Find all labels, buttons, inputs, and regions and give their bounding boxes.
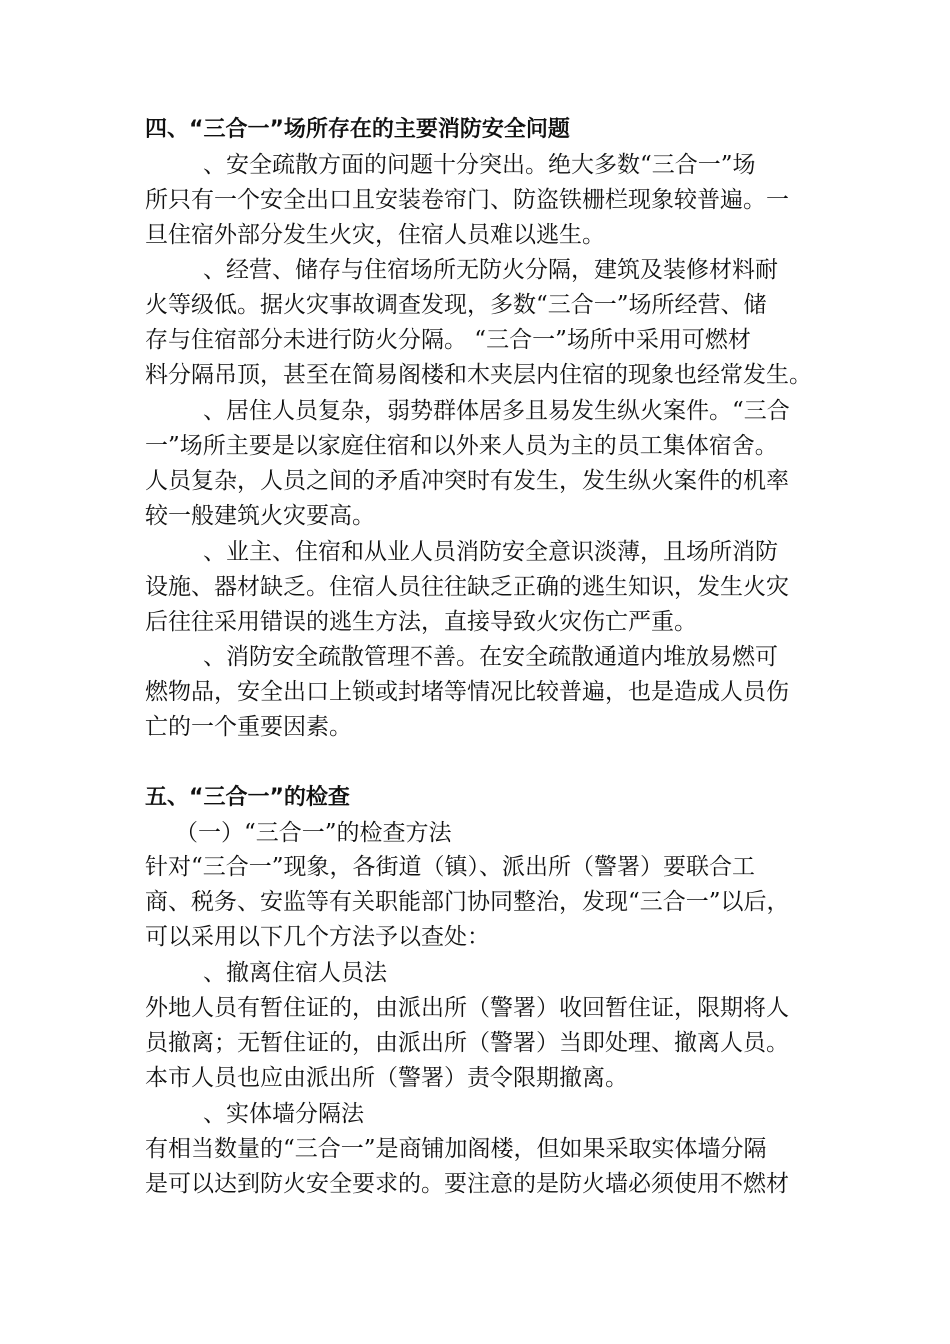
s5-method2-line2: 是可以达到防火安全要求的。要注意的是防火墙必须使用不燃材 bbox=[145, 1171, 789, 1197]
section4-heading: 四、“三合一”场所存在的主要消防安全问题 bbox=[145, 117, 570, 142]
s5-method1-line1: 外地人员有暂住证的，由派出所（警署）收回暂住证，限期将人 bbox=[145, 995, 789, 1021]
s5-method1-line3: 本市人员也应由派出所（警署）责令限期撤离。 bbox=[145, 1065, 628, 1091]
s4-p2-line3: 存与住宿部分未进行防火分隔。 “三合一”场所中采用可燃材 bbox=[145, 327, 751, 353]
s4-p2-line1: 、经营、储存与住宿场所无防火分隔，建筑及装修材料耐 bbox=[203, 257, 778, 283]
s4-p3-line3: 人员复杂，人员之间的矛盾冲突时有发生，发生纵火案件的机率 bbox=[145, 468, 789, 494]
s4-p5-line3: 亡的一个重要因素。 bbox=[145, 714, 352, 740]
s4-p2-line4: 料分隔吊顶，甚至在简易阁楼和木夹层内住宿的现象也经常发生。 bbox=[145, 362, 812, 388]
s5-intro-line1: 针对“三合一”现象，各街道（镇）、派出所（警署）要联合工 bbox=[145, 854, 756, 880]
s5-method2-title: 、实体墙分隔法 bbox=[203, 1101, 364, 1127]
s4-p4-line1: 、业主、住宿和从业人员消防安全意识淡薄，且场所消防 bbox=[203, 539, 778, 565]
s5-method1-title: 、撤离住宿人员法 bbox=[203, 960, 387, 986]
s4-p1-line2: 所只有一个安全出口且安装卷帘门、防盗铁栅栏现象较普遍。一 bbox=[145, 187, 789, 213]
s4-p5-line1: 、消防安全疏散管理不善。在安全疏散通道内堆放易燃可 bbox=[203, 644, 778, 670]
s4-p2-line2: 火等级低。据火灾事故调查发现，多数“三合一”场所经营、储 bbox=[145, 292, 767, 318]
s4-p3-line1: 、居住人员复杂，弱势群体居多且易发生纵火案件。“三合 bbox=[203, 398, 790, 424]
s5-intro-line3: 可以采用以下几个方法予以查处： bbox=[145, 924, 490, 950]
s4-p4-line3: 后往往采用错误的逃生方法，直接导致火灾伤亡严重。 bbox=[145, 609, 697, 635]
s5-method1-line2: 员撤离；无暂住证的，由派出所（警署）当即处理、撤离人员。 bbox=[145, 1030, 789, 1056]
s5-intro-line2: 商、税务、安监等有关职能部门协同整治，发现“三合一”以后， bbox=[145, 889, 790, 915]
s4-p1-line3: 旦住宿外部分发生火灾，住宿人员难以逃生。 bbox=[145, 222, 605, 248]
s5-subheading: （一）“三合一”的检查方法 bbox=[175, 820, 452, 846]
s4-p3-line4: 较一般建筑火灾要高。 bbox=[145, 503, 375, 529]
s4-p3-line2: 一”场所主要是以家庭住宿和以外来人员为主的员工集体宿舍。 bbox=[145, 433, 778, 459]
s4-p5-line2: 燃物品，安全出口上锁或封堵等情况比较普遍，也是造成人员伤 bbox=[145, 679, 789, 705]
s5-method2-line1: 有相当数量的“三合一”是商铺加阁楼，但如果采取实体墙分隔 bbox=[145, 1136, 767, 1162]
s4-p1-line1: 、安全疏散方面的问题十分突出。绝大多数“三合一”场 bbox=[203, 152, 756, 178]
s4-p4-line2: 设施、器材缺乏。住宿人员往往缺乏正确的逃生知识，发生火灾 bbox=[145, 574, 789, 600]
section5-heading: 五、“三合一”的检查 bbox=[145, 785, 350, 810]
